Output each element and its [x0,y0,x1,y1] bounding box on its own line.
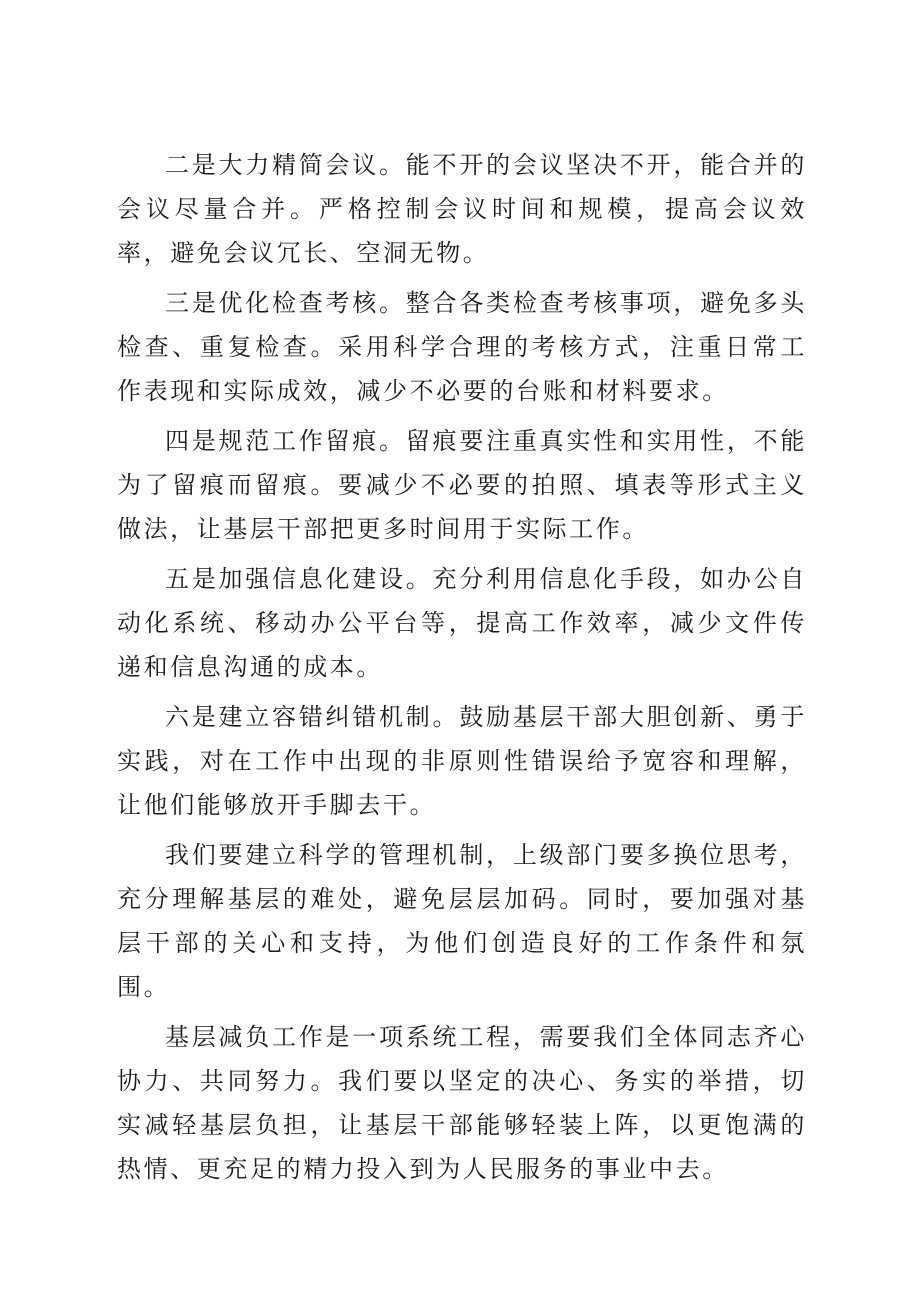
paragraph-error-tolerance: 六是建立容错纠错机制。鼓励基层干部大胆创新、勇于实践，对在工作中出现的非原则性错误给予宽容和理解，让他们能够放开手脚去干。 [117,703,807,819]
paragraph-informatization: 五是加强信息化建设。充分利用信息化手段，如办公自动化系统、移动办公平台等，提高工作效率，减少文件传递和信息沟通的成本。 [117,565,807,681]
paragraph-work-traces: 四是规范工作留痕。留痕要注重真实性和实用性，不能为了留痕而留痕。要减少不必要的拍照、填表等形式主义做法，让基层干部把更多时间用于实际工作。 [117,427,807,543]
paragraph-inspections: 三是优化检查考核。整合各类检查考核事项，避免多头检查、重复检查。采用科学合理的考核方式，注重日常工作表现和实际成效，减少不必要的台账和材料要求。 [117,289,807,405]
paragraph-conclusion: 基层减负工作是一项系统工程，需要我们全体同志齐心协力、共同努力。我们要以坚定的决心、务实的举措，切实减轻基层负担，让基层干部能够轻装上阵，以更饱满的热情、更充足的精力投入到为人民服务的事业中去。 [117,1023,807,1183]
paragraph-meetings: 二是大力精简会议。能不开的会议坚决不开，能合并的会议尽量合并。严格控制会议时间和规模，提高会议效率，避免会议冗长、空洞无物。 [117,151,807,267]
paragraph-management-mechanism: 我们要建立科学的管理机制，上级部门要多换位思考，充分理解基层的难处，避免层层加码。同时，要加强对基层干部的关心和支持，为他们创造良好的工作条件和氛围。 [117,841,807,1001]
document-body [117,143,807,1197]
